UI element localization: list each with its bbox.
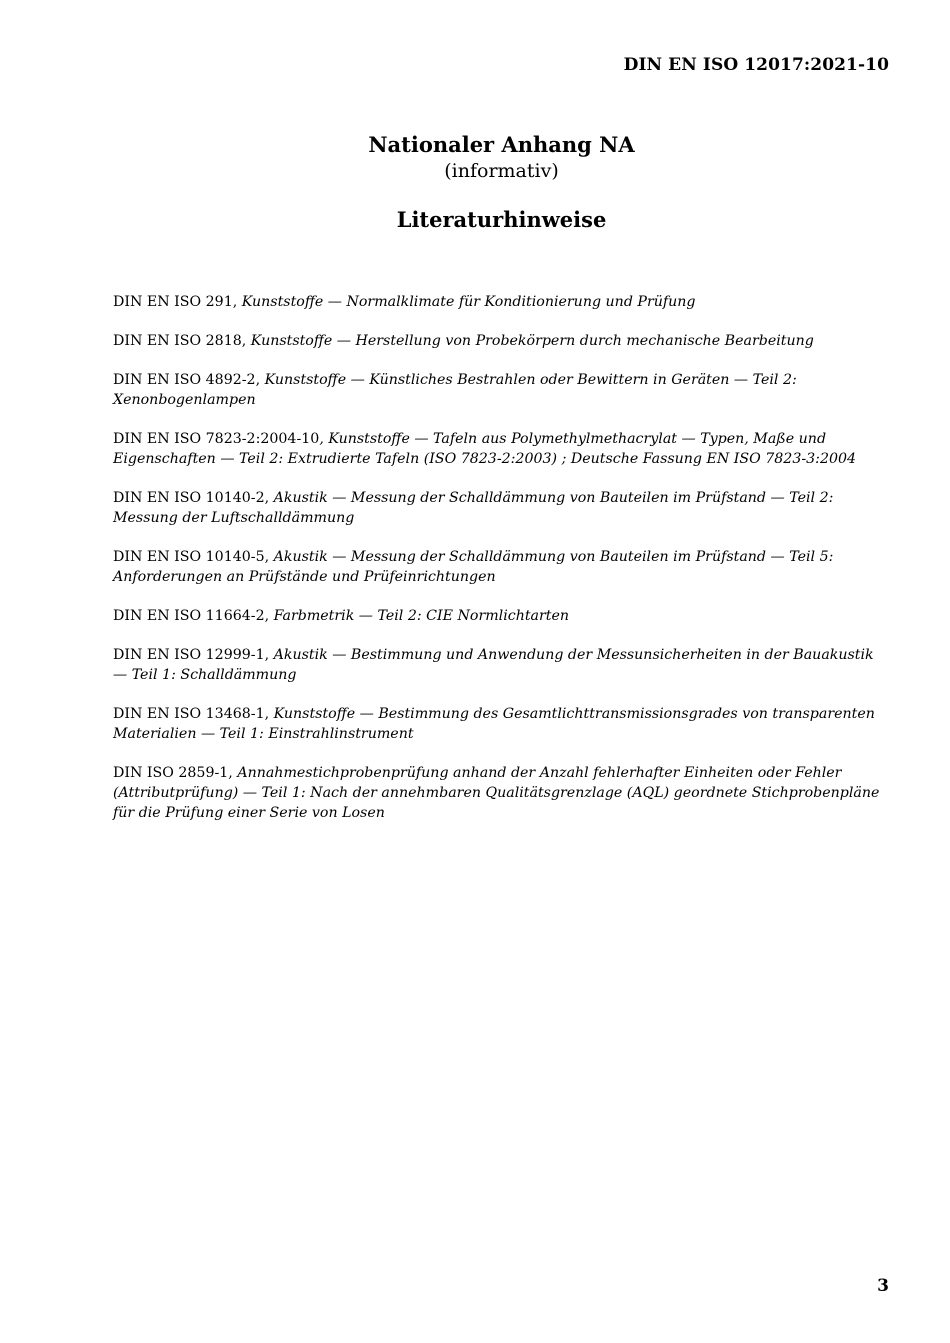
reference-code: DIN EN ISO 291, bbox=[113, 294, 242, 310]
reference-code: DIN ISO 2859-1, bbox=[113, 765, 238, 781]
reference-code: DIN EN ISO 12999-1, bbox=[113, 647, 274, 663]
reference-code: DIN EN ISO 4892-2, bbox=[113, 372, 265, 388]
reference-code: DIN EN ISO 10140-2, bbox=[113, 490, 274, 506]
reference-item bbox=[113, 606, 888, 626]
reference-title: Akustik — Messung der Schalldämmung von Bauteilen im Prüfstand — Teil 2: Messung der Luftschalldämmung bbox=[113, 490, 834, 526]
annex-title: Nationaler Anhang NA bbox=[368, 132, 635, 157]
reference-code: DIN EN ISO 13468-1, bbox=[113, 706, 274, 722]
reference-item bbox=[113, 331, 888, 351]
document-id: DIN EN ISO 12017:2021-10 bbox=[623, 55, 889, 75]
reference-title: , Kunststoffe — Tafeln aus Polymethylmethacrylat — Typen, Maße und Eigenschaften — Teil 2: Extrudierte Tafeln (ISO 7823-2:2003) ; Deutsche Fassung EN ISO 7823-3:2004 bbox=[113, 431, 857, 467]
reference-code: DIN EN ISO 10140-5, bbox=[113, 549, 274, 565]
reference-item bbox=[113, 370, 888, 410]
annex-subtitle: (informativ) bbox=[444, 160, 559, 182]
reference-code: DIN EN ISO 2818, bbox=[113, 333, 251, 349]
reference-item bbox=[113, 547, 888, 587]
reference-item bbox=[113, 429, 888, 469]
reference-title: Kunststoffe — Normalklimate für Konditionierung und Prüfung bbox=[241, 294, 696, 310]
reference-item bbox=[113, 488, 888, 528]
reference-title: Annahmestichprobenprüfung anhand der Anzahl fehlerhafter Einheiten oder Fehler (Attributprüfung) — Teil 1: Nach der annehmbaren Qualitätsgrenzlage (AQL) geordnete Stichprobenpläne für die Prüfung einer Serie von Losen bbox=[113, 765, 880, 821]
reference-item bbox=[113, 763, 888, 823]
reference-title: Kunststoffe — Künstliches Bestrahlen oder Bewittern in Geräten — Teil 2: Xenonbogenlampen bbox=[113, 372, 797, 408]
reference-code: DIN EN ISO 11664-2, bbox=[113, 608, 274, 624]
reference-item bbox=[113, 292, 888, 312]
reference-title: Akustik — Messung der Schalldämmung von Bauteilen im Prüfstand — Teil 5: Anforderungen an Prüfstände und Prüfeinrichtungen bbox=[113, 549, 834, 585]
section-title: Literaturhinweise bbox=[396, 207, 607, 232]
reference-item bbox=[113, 645, 888, 685]
reference-title: Akustik — Bestimmung und Anwendung der Messunsicherheiten in der Bauakustik — Teil 1: Schalldämmung bbox=[113, 647, 874, 683]
reference-item bbox=[113, 704, 888, 744]
reference-code: DIN EN ISO 7823-2:2004-10 bbox=[113, 431, 320, 447]
page-number: 3 bbox=[877, 1276, 889, 1296]
reference-title: Kunststoffe — Herstellung von Probekörpern durch mechanische Bearbeitung bbox=[250, 333, 814, 349]
reference-title: Kunststoffe — Bestimmung des Gesamtlichttransmissionsgrades von transparenten Materialien — Teil 1: Einstrahlinstrument bbox=[113, 706, 875, 742]
reference-title: Farbmetrik — Teil 2: CIE Normlichtarten bbox=[273, 608, 570, 624]
reference-list bbox=[113, 292, 888, 842]
